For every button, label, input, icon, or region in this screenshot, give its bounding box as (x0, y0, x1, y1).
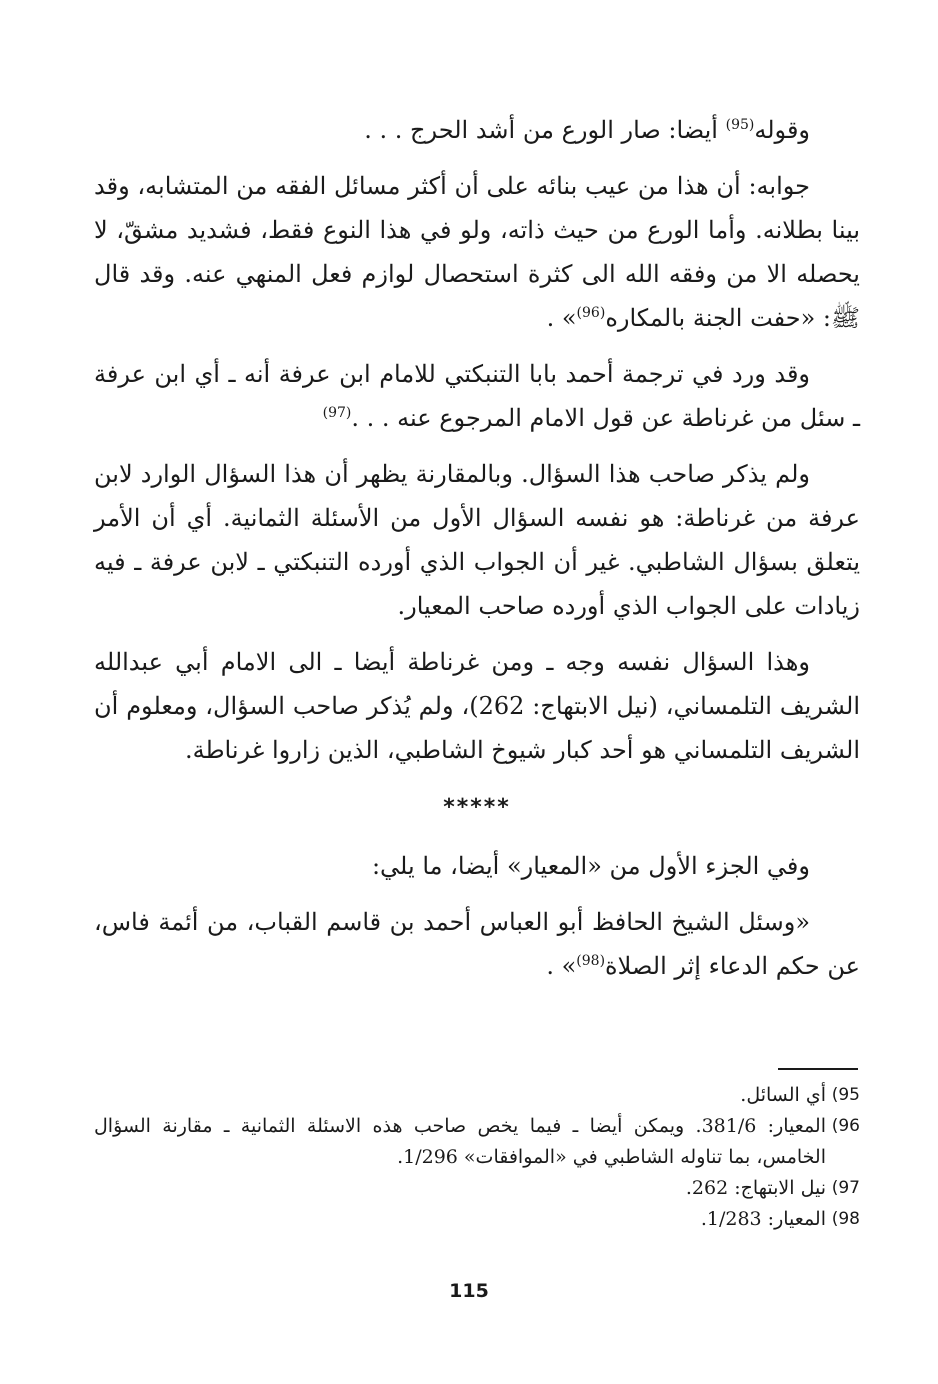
footnote-number: 98) (831, 1209, 860, 1229)
paragraph-3: وقد ورد في ترجمة أحمد بابا التنبكتي للامام ابن عرفة أنه ـ أي ابن عرفة ـ سئل من غرناطة عن قول الامام المرجوع عنه . . .$^{(97)}$ (94, 360, 860, 432)
section-separator: ***** (443, 795, 511, 820)
footnote-ref-98[interactable]: (98) (576, 953, 606, 969)
footnote-item (94, 1111, 860, 1173)
footnote-divider (778, 1068, 858, 1070)
footnote-text: أي السائل. (740, 1084, 826, 1106)
paragraph-5: وهذا السؤال نفسه وجه ـ ومن غرناطة أيضا ـ الى الامام أبي عبدالله الشريف التلمساني، (نيل الابتهاج: 262)، ولم يُذكر صاحب السؤال، ومعلوم أن الشريف التلمساني هو أحد كبار شيوخ الشاطبي، الذين زاروا غرناطة. (94, 648, 860, 764)
footnote-number: 95) (831, 1085, 860, 1105)
paragraph-7: «وسئل الشيخ الحافظ أبو العباس أحمد بن قاسم القباب، من أئمة فاس، عن حكم الدعاء إثر الصلاة$^{(98)}$» . (94, 908, 860, 980)
footnote-item (94, 1080, 860, 1111)
footnote-ref-95[interactable]: (95) (725, 117, 755, 133)
paragraph-6: وفي الجزء الأول من «المعيار» أيضا، ما يلي: (371, 852, 810, 880)
footnote-number: 96) (831, 1116, 860, 1136)
footnote-item (94, 1173, 860, 1204)
paragraph-2: جوابه: أن هذا من عيب بنائه على أن أكثر مسائل الفقه من المتشابه، وقد بينا بطلانه. وأما الورع من حيث ذاته، ولو في هذا النوع فقط، فشديد مشقّ، لا يحصله الا من وفقه الله الى كثرة استحصال لوازم فعل المنهي عنه. وقد قال ﷺ: «حفت الجنة بالمكاره$^{(96)}$» . (94, 172, 860, 332)
footnote-text: نيل الابتهاج: 262. (685, 1177, 826, 1199)
footnote-ref-96[interactable]: (96) (576, 305, 606, 321)
paragraph-4: ولم يذكر صاحب هذا السؤال. وبالمقارنة يظهر أن هذا السؤال الوارد لابن عرفة من غرناطة: هو نفسه السؤال الأول من الأسئلة الثمانية. أي أن الأمر يتعلق بسؤال الشاطبي. غير أن الجواب الذي أورده التنبكتي ـ لابن عرفة ـ فيه زيادات على الجواب الذي أورده صاحب المعيار. (94, 460, 860, 620)
footnote-text: المعيار: 381/6. ويمكن أيضا ـ فيما يخص صاحب هذه الاسئلة الثمانية ـ مقارنة السؤال الخامس، بما تناوله الشاطبي في «الموافقات» 1/296. (94, 1115, 827, 1168)
main-text (94, 108, 860, 1000)
footnote-item (94, 1204, 860, 1235)
footnote-number: 97) (831, 1178, 860, 1198)
footnotes (94, 1080, 860, 1235)
footnote-text: المعيار: 1/283. (700, 1208, 826, 1230)
page-number: 115 (449, 1280, 489, 1302)
paragraph-1: وقوله$^{(95)}$ أيضا: صار الورع من أشد الحرج . . . (364, 116, 810, 144)
footnote-ref-97[interactable]: (97) (322, 405, 352, 421)
